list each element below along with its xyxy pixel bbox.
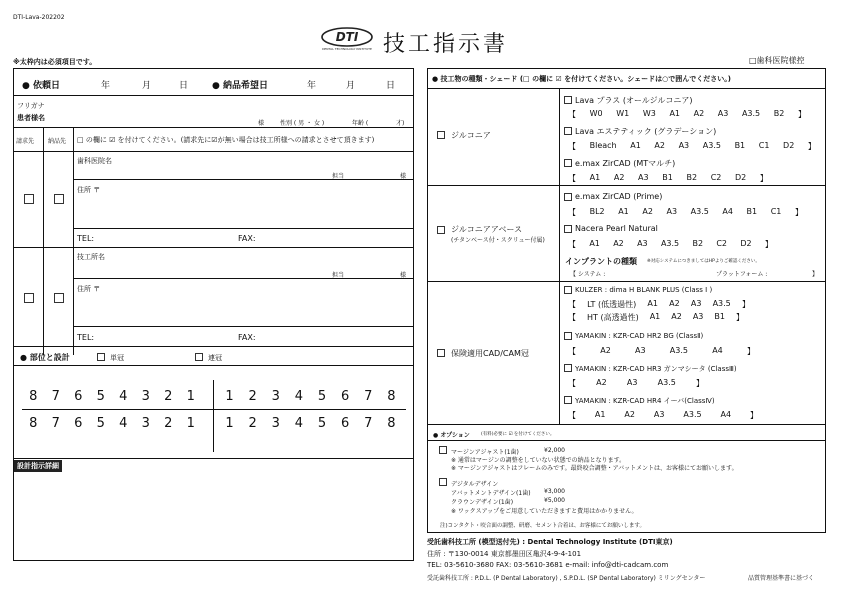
shade-option[interactable]: B1 bbox=[714, 312, 725, 321]
due-year: 年 bbox=[307, 81, 317, 91]
tooth[interactable]: 2 bbox=[248, 389, 257, 404]
bracket: 【 bbox=[568, 300, 576, 309]
tooth[interactable]: 5 bbox=[317, 389, 327, 404]
dti-logo bbox=[321, 27, 373, 51]
shade-option[interactable]: A2 bbox=[596, 378, 607, 387]
delivery-label: 納品先 bbox=[48, 138, 67, 145]
shade-option[interactable]: A3 bbox=[717, 109, 729, 118]
order-day: 日 bbox=[179, 81, 189, 91]
bracket: 【 bbox=[568, 379, 576, 388]
cadcam-checkbox[interactable] bbox=[437, 349, 445, 357]
margin-adjust-label: マージンアジャスト(1歯) bbox=[451, 449, 519, 456]
shade-option[interactable]: BL2 bbox=[589, 207, 605, 216]
lab-name-label: 技工所名 bbox=[77, 253, 105, 261]
emax-prime-shades bbox=[568, 207, 803, 218]
shade-option[interactable]: B2 bbox=[686, 173, 698, 182]
abutment-checkbox[interactable] bbox=[437, 226, 445, 234]
tooth[interactable]: 2 bbox=[164, 389, 173, 404]
bridge-label: 連冠 bbox=[208, 354, 222, 362]
options-note: (有料)必要に ☑ を付けてください。 bbox=[481, 432, 555, 437]
shade-option[interactable]: A3 bbox=[638, 173, 649, 182]
yamakin-hr3-checkbox[interactable] bbox=[564, 364, 572, 372]
tooth[interactable]: 5 bbox=[317, 416, 327, 431]
teeth-lower-left bbox=[218, 416, 403, 431]
emax-mt-checkbox[interactable] bbox=[564, 159, 572, 167]
bracket: 【 bbox=[568, 110, 576, 119]
bracket: 】 bbox=[794, 208, 803, 217]
bracket: 【 bbox=[568, 347, 576, 356]
shade-option[interactable]: A1 bbox=[594, 410, 606, 419]
furigana-label: フリガナ bbox=[17, 102, 45, 110]
dti-logo-icon bbox=[321, 27, 373, 51]
shade-option[interactable]: A3 bbox=[690, 299, 702, 308]
implant-system-field[interactable]: 【 システム : bbox=[570, 271, 606, 278]
shade-type: LT (低透過性) bbox=[587, 300, 637, 309]
shade-option[interactable]: A3.5 bbox=[741, 109, 761, 118]
shade-option[interactable]: W3 bbox=[642, 109, 656, 118]
footer-company: 受託歯科技工所 (模型送付先) : Dental Technology Institute (DTI東京) bbox=[427, 538, 673, 546]
bracket: 】 bbox=[797, 110, 806, 119]
tooth[interactable]: 4 bbox=[294, 389, 304, 404]
lab-fax-label: FAX: bbox=[238, 333, 256, 342]
shade-option[interactable]: A2 bbox=[669, 299, 680, 308]
tooth[interactable]: 8 bbox=[29, 416, 38, 431]
lava-esthetic-label: Lava エステティック (グラデーション) bbox=[575, 127, 717, 136]
tooth[interactable]: 1 bbox=[186, 389, 195, 404]
abutment-design-price: ¥3,000 bbox=[544, 488, 565, 495]
tooth[interactable]: 1 bbox=[225, 416, 234, 431]
shade-option[interactable]: A3 bbox=[666, 207, 678, 216]
shade-option[interactable]: B1 bbox=[746, 207, 758, 216]
shade-option[interactable]: A3 bbox=[678, 141, 690, 150]
yamakin-hr4-shades bbox=[568, 410, 758, 421]
bracket: 】 bbox=[759, 174, 768, 183]
clinic-sama: 様 bbox=[400, 173, 407, 180]
shade-option[interactable]: A3 bbox=[626, 378, 638, 387]
tooth[interactable]: 3 bbox=[141, 389, 150, 404]
shade-option[interactable]: D2 bbox=[740, 239, 752, 248]
tooth[interactable]: 4 bbox=[119, 389, 128, 404]
lab-sama: 様 bbox=[400, 272, 407, 279]
implant-platform-field[interactable]: プラットフォーム : bbox=[716, 271, 768, 278]
page-title: 技工指示書 bbox=[383, 32, 509, 57]
clinic-tel-label: TEL: bbox=[77, 234, 95, 243]
zirconia-label: ジルコニア bbox=[451, 131, 491, 140]
shade-option[interactable]: A3 bbox=[637, 239, 648, 248]
shade-option[interactable]: A2 bbox=[654, 141, 665, 150]
abutment-design-label: アバットメントデザイン(1歯) bbox=[451, 490, 531, 497]
kulzer-lt-shades bbox=[568, 299, 750, 310]
bridge-checkbox[interactable] bbox=[195, 353, 203, 361]
shade-option[interactable]: D2 bbox=[783, 141, 795, 150]
patient-name-label: 患者様名 bbox=[17, 114, 45, 122]
design-label: ● 部位と設計 bbox=[20, 353, 70, 362]
yamakin-bg-checkbox[interactable] bbox=[564, 332, 572, 340]
tooth[interactable]: 7 bbox=[51, 416, 60, 431]
shade-option[interactable]: A3 bbox=[692, 312, 704, 321]
shade-option[interactable]: C2 bbox=[710, 173, 722, 182]
nacera-label: Nacera Pearl Natural bbox=[575, 224, 658, 233]
kulzer-checkbox[interactable] bbox=[564, 286, 572, 294]
yamakin-hr3-label: YAMAKIN : KZR-CAD HR3 ガンマシータ (ClassⅢ) bbox=[575, 365, 737, 373]
lab-delivery-checkbox[interactable] bbox=[54, 293, 64, 303]
yamakin-hr3-shades bbox=[568, 378, 704, 389]
bracket: 【 bbox=[568, 240, 576, 249]
lab-billing-checkbox[interactable] bbox=[24, 293, 34, 303]
abutment-sub: (チタンベース付・スクリュー付属) bbox=[451, 237, 545, 244]
bracket: 】 bbox=[746, 347, 755, 356]
tooth[interactable]: 7 bbox=[51, 389, 60, 404]
billing-label: 請求先 bbox=[16, 138, 35, 145]
shade-option[interactable]: A1 bbox=[630, 141, 641, 150]
shade-option[interactable]: B2 bbox=[692, 239, 704, 248]
shade-option[interactable]: C1 bbox=[770, 207, 782, 216]
due-date-label: ● 納品希望日 bbox=[212, 81, 268, 91]
kulzer-ht-shades bbox=[568, 312, 744, 323]
contact-note: 注)コンタクト・咬合面の調整、研磨、セメント合着は、お客様にてお願いします。 bbox=[440, 523, 645, 529]
sex-field[interactable]: 性別 ( 男 ・ 女 ) bbox=[280, 120, 325, 127]
bracket: 【 bbox=[568, 208, 576, 217]
shade-option[interactable]: A1 bbox=[589, 239, 600, 248]
shade-option[interactable]: A2 bbox=[613, 239, 624, 248]
lava-esthetic-checkbox[interactable] bbox=[564, 127, 572, 135]
shade-option[interactable]: D2 bbox=[735, 173, 747, 182]
margin-adjust-price: ¥2,000 bbox=[544, 447, 565, 454]
shade-option[interactable]: A1 bbox=[647, 299, 658, 308]
clinic-tanto: 担当 bbox=[332, 173, 345, 180]
nacera-checkbox[interactable] bbox=[564, 225, 572, 233]
single-crown-label: 単冠 bbox=[110, 354, 124, 362]
kulzer-label: KULZER : dima H BLANK PLUS (Class I ) bbox=[575, 286, 713, 294]
crown-design-label: クラウンデザイン(1歯) bbox=[451, 499, 514, 506]
bracket: 】 bbox=[741, 300, 750, 309]
tooth[interactable]: 5 bbox=[96, 416, 105, 431]
shade-option[interactable]: B1 bbox=[662, 173, 673, 182]
tooth[interactable]: 7 bbox=[364, 416, 373, 431]
bracket: 【 bbox=[568, 142, 576, 151]
lab-tanto: 担当 bbox=[332, 272, 345, 279]
shade-option[interactable]: A2 bbox=[642, 207, 653, 216]
bracket: 】 bbox=[749, 411, 758, 420]
lab-address-label: 住所 〒 bbox=[77, 285, 101, 293]
shade-option[interactable]: W0 bbox=[589, 109, 603, 118]
bracket: 】 bbox=[807, 142, 816, 151]
implant-bracket: 】 bbox=[812, 271, 819, 278]
teeth-upper-right bbox=[22, 389, 202, 404]
bracket: 】 bbox=[695, 379, 704, 388]
single-crown-checkbox[interactable] bbox=[97, 353, 105, 361]
shade-type: HT (高透過性) bbox=[587, 313, 639, 322]
required-note: ※太枠内は必須項目です。 bbox=[13, 58, 97, 66]
shade-option[interactable]: A3.5 bbox=[690, 207, 709, 216]
tooth[interactable]: 4 bbox=[294, 416, 304, 431]
shade-option[interactable]: A3.5 bbox=[702, 141, 721, 150]
lava-esthetic-shades bbox=[568, 141, 816, 152]
yamakin-hr4-checkbox[interactable] bbox=[564, 396, 572, 404]
digital-design-checkbox[interactable] bbox=[439, 478, 447, 486]
emax-prime-label: e.max ZirCAD (Prime) bbox=[575, 192, 663, 201]
emax-mt-label: e.max ZirCAD (MTマルチ) bbox=[575, 159, 676, 168]
shade-option[interactable]: A1 bbox=[618, 207, 629, 216]
shade-option[interactable]: A2 bbox=[613, 173, 625, 182]
shade-option[interactable]: A3.5 bbox=[669, 346, 688, 355]
tooth[interactable]: 1 bbox=[186, 416, 195, 431]
options-label: ● オプション bbox=[433, 432, 470, 439]
bracket: 【 bbox=[568, 174, 576, 183]
tooth[interactable]: 6 bbox=[341, 389, 350, 404]
teeth-upper-left bbox=[218, 389, 403, 404]
order-year: 年 bbox=[101, 81, 111, 91]
shade-option[interactable]: A1 bbox=[669, 109, 680, 118]
type-header: ● 技工物の種類・シェード (□ の欄に ☑ を付けてください。シェードは○で囲んでください。) bbox=[432, 75, 731, 83]
clinic-copy-label: □歯科医院様控 bbox=[749, 56, 805, 65]
shade-option[interactable]: C2 bbox=[716, 239, 728, 248]
order-date-label: ● 依頼日 bbox=[22, 81, 60, 91]
tooth[interactable]: 3 bbox=[141, 416, 150, 431]
bracket: 】 bbox=[735, 313, 744, 322]
footer-labs: 受託歯科技工所 : P.D.L. (P Dental Laboratory) , S.P.D.L. (SP Dental Laboratory) ミリングセンター bbox=[427, 575, 706, 582]
tooth[interactable]: 6 bbox=[74, 416, 83, 431]
logo-sub: DENTAL TECHNOLOGY INSTITUTE bbox=[322, 47, 372, 51]
lava-plus-label: Lava プラス (オールジルコニア) bbox=[575, 96, 693, 105]
footer-contact: TEL: 03-5610-3680 FAX: 03-5610-3681 e-mail: info@dti-cadcam.com bbox=[427, 561, 669, 569]
patient-sama: 様 bbox=[258, 120, 265, 127]
tooth[interactable]: 3 bbox=[271, 416, 280, 431]
lab-tel-label: TEL: bbox=[77, 333, 95, 342]
tooth[interactable]: 6 bbox=[341, 416, 350, 431]
shade-option[interactable]: A3 bbox=[635, 346, 646, 355]
lava-plus-checkbox[interactable] bbox=[564, 96, 572, 104]
implant-note: ※対応システムにつきましてはHPよりご確認ください。 bbox=[647, 259, 760, 264]
shade-option[interactable]: A3.5 bbox=[712, 299, 731, 308]
clinic-name-label: 歯科医院名 bbox=[77, 157, 112, 165]
shade-option[interactable]: A1 bbox=[589, 173, 601, 182]
teeth-lower-right bbox=[22, 416, 202, 431]
tooth[interactable]: 6 bbox=[74, 389, 83, 404]
footer-quality: 品質管理基準書に基づく bbox=[748, 575, 815, 582]
zirconia-checkbox[interactable] bbox=[437, 131, 445, 139]
yamakin-hr4-label: YAMAKIN : KZR-CAD HR4 イーバ(ClassⅣ) bbox=[575, 397, 715, 405]
footer-address: 住所 : 〒130-0014 東京都墨田区亀沢4-9-4-101 bbox=[427, 550, 582, 558]
shade-option[interactable]: A3.5 bbox=[657, 378, 676, 387]
implant-label: インプラントの種類 bbox=[565, 257, 637, 266]
tooth[interactable]: 1 bbox=[225, 389, 234, 404]
shade-option[interactable]: B1 bbox=[734, 141, 746, 150]
margin-note-2: ※ マージンアジャストはフレームのみです。最終咬合調整・アバットメントは、お客様にてお願いします。 bbox=[451, 465, 738, 472]
doc-code: DTI-Lava-202202 bbox=[13, 14, 65, 21]
due-month: 月 bbox=[346, 81, 356, 91]
bracket: 】 bbox=[764, 240, 773, 249]
shade-option[interactable]: W1 bbox=[616, 109, 630, 118]
clinic-billing-checkbox[interactable] bbox=[24, 194, 34, 204]
tooth[interactable]: 4 bbox=[119, 416, 128, 431]
shade-option[interactable]: A2 bbox=[671, 312, 682, 321]
shade-option[interactable]: Bleach bbox=[589, 141, 617, 150]
shade-option[interactable]: A1 bbox=[649, 312, 661, 321]
shade-option[interactable]: A4 bbox=[722, 207, 733, 216]
bracket: 【 bbox=[568, 313, 576, 322]
age-unit: 才) bbox=[396, 120, 405, 127]
emax-prime-checkbox[interactable] bbox=[564, 193, 572, 201]
order-month: 月 bbox=[142, 81, 152, 91]
shade-option[interactable]: B2 bbox=[773, 109, 785, 118]
shade-option[interactable]: A2 bbox=[600, 346, 611, 355]
shade-option[interactable]: A3.5 bbox=[660, 239, 680, 248]
tooth[interactable]: 5 bbox=[96, 389, 105, 404]
billing-instruction: □ の欄に ☑ を付けてください。(請求先に☑が無い場合は技工所様への請求とさせて頂きます) bbox=[77, 136, 375, 144]
logo-text: DTI bbox=[335, 30, 359, 44]
yamakin-bg-shades bbox=[568, 346, 755, 357]
due-day: 日 bbox=[386, 81, 396, 91]
abutment-label: ジルコニアアベース bbox=[451, 225, 523, 234]
margin-adjust-checkbox[interactable] bbox=[439, 446, 447, 454]
clinic-address-label: 住所 〒 bbox=[77, 186, 101, 194]
bracket: 【 bbox=[568, 411, 576, 420]
shade-option[interactable]: C1 bbox=[758, 141, 770, 150]
crown-design-price: ¥5,000 bbox=[544, 497, 565, 504]
digital-design-label: デジタルデザイン bbox=[451, 481, 499, 488]
margin-note-1: ※ 通常はマージンの調整をしていない状態での納品となります。 bbox=[451, 457, 626, 464]
age-field[interactable]: 年齢 ( bbox=[352, 120, 369, 127]
tooth[interactable]: 3 bbox=[271, 389, 280, 404]
clinic-delivery-checkbox[interactable] bbox=[54, 194, 64, 204]
tooth[interactable]: 8 bbox=[29, 389, 38, 404]
cadcam-label: 保険適用CAD/CAM冠 bbox=[451, 349, 529, 358]
shade-option[interactable]: A3.5 bbox=[683, 410, 702, 419]
lava-plus-shades bbox=[568, 109, 806, 120]
tooth[interactable]: 2 bbox=[164, 416, 173, 431]
shade-option[interactable]: A4 bbox=[720, 410, 732, 419]
wax-note: ※ ワックスアップをご用意していただきますと費用はかかりません。 bbox=[451, 508, 638, 515]
yamakin-bg-label: YAMAKIN : KZR-CAD HR2 BG (ClassⅡ) bbox=[575, 332, 704, 340]
shade-option[interactable]: A4 bbox=[712, 346, 723, 355]
emax-mt-shades bbox=[568, 173, 768, 184]
tooth[interactable]: 8 bbox=[387, 416, 396, 431]
shade-option[interactable]: A2 bbox=[693, 109, 705, 118]
tooth[interactable]: 8 bbox=[387, 389, 396, 404]
tooth[interactable]: 7 bbox=[364, 389, 373, 404]
tooth[interactable]: 2 bbox=[248, 416, 257, 431]
design-detail-label: 設計指示詳細 bbox=[14, 460, 62, 472]
shade-option[interactable]: A3 bbox=[653, 410, 665, 419]
clinic-fax-label: FAX: bbox=[238, 234, 256, 243]
shade-option[interactable]: A2 bbox=[624, 410, 635, 419]
nacera-shades bbox=[568, 239, 773, 250]
